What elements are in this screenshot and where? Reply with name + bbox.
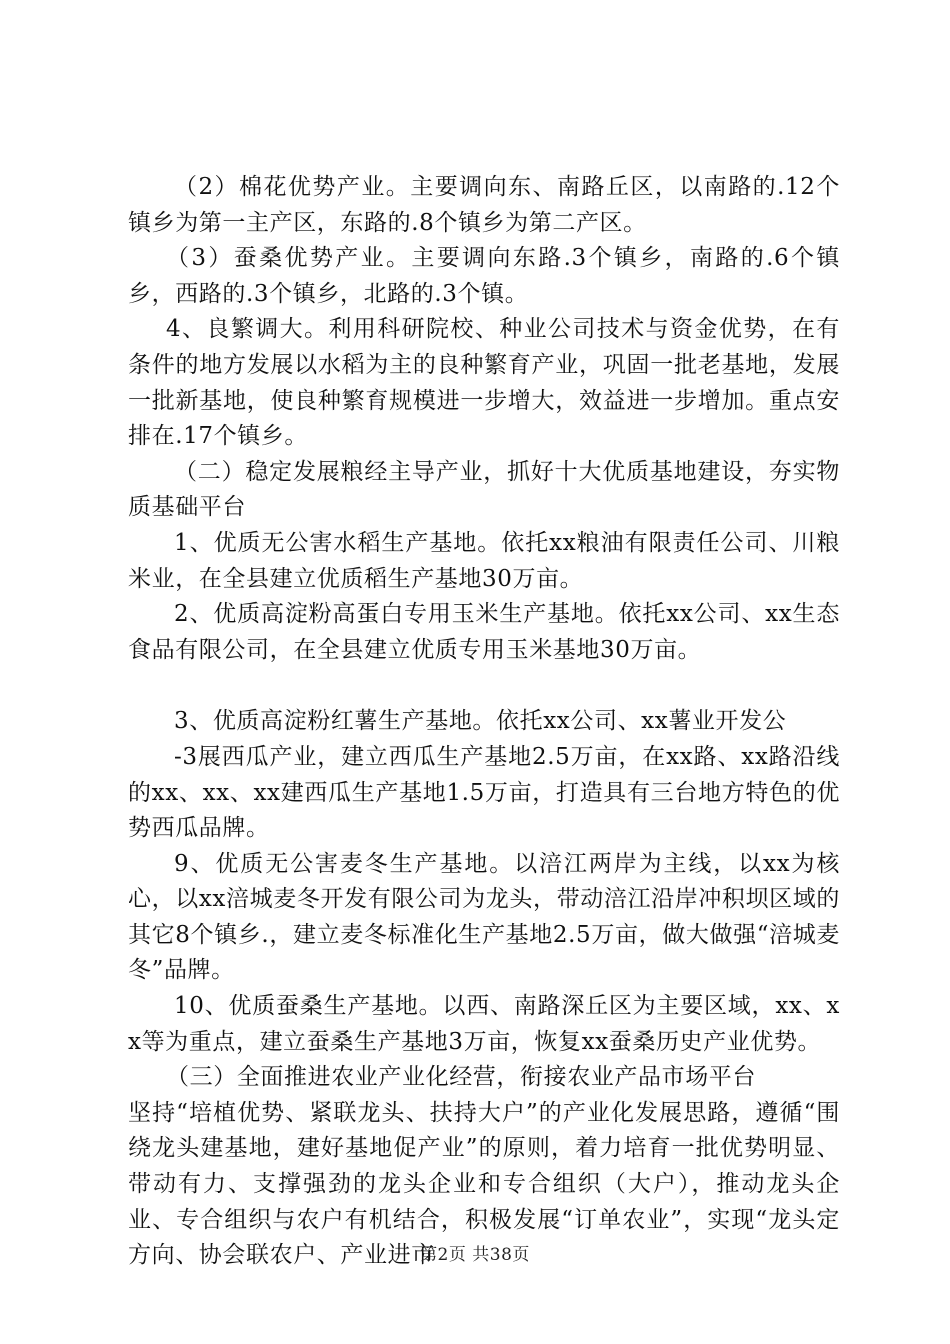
- paragraph-rice-base: 1、优质无公害水稻生产基地。依托xx粮油有限责任公司、川粮米业，在全县建立优质稻生产基地30万亩。: [128, 529, 840, 592]
- paragraph-sweet-potato-base: 3、优质高淀粉红薯生产基地。依托xx公司、xx薯业开发公: [174, 708, 787, 735]
- paragraph-corn-base: 2、优质高淀粉高蛋白专用玉米生产基地。依托xx公司、xx生态食品有限公司，在全县建立优质专用玉米基地30万亩。: [128, 601, 840, 663]
- paragraph-watermelon: -3展西瓜产业，建立西瓜生产基地2.5万亩，在xx路、xx路沿线的xx、xx、xx建西瓜生产基地1.5万亩，打造具有三台地方特色的优势西瓜品牌。: [128, 743, 840, 842]
- paragraph-ophiopogon-base: 9、优质无公害麦冬生产基地。以涪江两岸为主线，以xx为核心，以xx涪城麦冬开发有限公司为龙头，带动涪江沿岸冲积坝区域的其它8个镇乡.，建立麦冬标准化生产基地2.5万亩，做大做强“涪城麦冬”品牌。: [128, 850, 840, 984]
- paragraph-sericulture-base: 10、优质蚕桑生产基地。以西、南路深丘区为主要区域，xx、xx等为重点，建立蚕桑生产基地3万亩，恢复xx蚕桑历史产业优势。: [128, 993, 840, 1055]
- paragraph-industrialization: 坚持“培植优势、紧联龙头、扶持大户”的产业化发展思路，遵循“围绕龙头建基地，建好基地促产业”的原则，着力培育一批优势明显、带动有力、支撑强劲的龙头企业和专合组织（大户），推动龙头企业、专合组织与农户有机结合，积极发展“订单农业”，实现“龙头定方向、协会联农户、产业进市: [128, 1099, 840, 1269]
- paragraph-cotton: （2）棉花优势产业。主要调向东、南路丘区，以南路的.12个镇乡为第一主产区，东路的.8个镇乡为第二产区。: [128, 174, 840, 236]
- page-number-footer: 第2页 共38页: [420, 1245, 530, 1265]
- paragraph-seed-breeding: 4、良繁调大。利用科研院校、种业公司技术与资金优势，在有条件的地方发展以水稻为主的良种繁育产业，巩固一批老基地，发展一批新基地，使良种繁育规模进一步增大，效益进一步增加。重点安排在.17个镇乡。: [128, 316, 840, 450]
- paragraph-sericulture: （3）蚕桑优势产业。主要调向东路.3个镇乡，南路的.6个镇乡，西路的.3个镇乡，北路的.3个镇。: [128, 245, 840, 307]
- document-body: [128, 170, 840, 1274]
- section-heading-two: （二）稳定发展粮经主导产业，抓好十大优质基地建设，夯实物质基础平台: [128, 458, 840, 521]
- section-heading-three: （三）全面推进农业产业化经营，衔接农业产品市场平台: [166, 1064, 756, 1091]
